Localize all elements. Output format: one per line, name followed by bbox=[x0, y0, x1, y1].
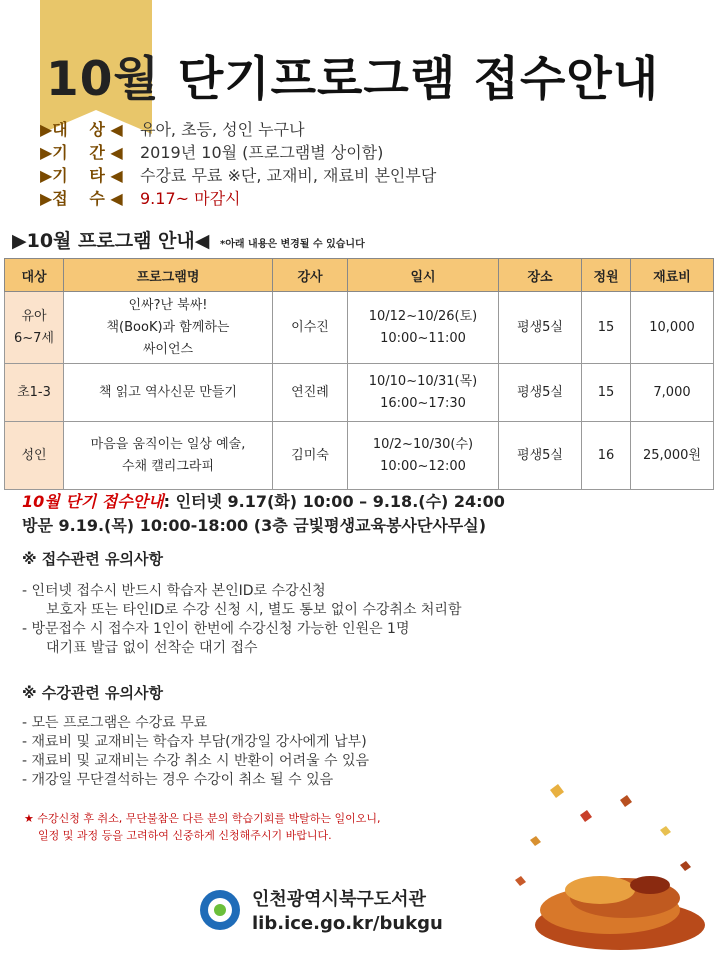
warning-note bbox=[24, 810, 380, 844]
table-row bbox=[5, 422, 714, 490]
info-row bbox=[40, 164, 436, 187]
capacity-cell: 16 bbox=[582, 422, 631, 490]
info-value: 9.17~ 마감시 bbox=[140, 189, 241, 208]
warning-line: 일정 및 과정 등을 고려하여 신중하게 신청해주시기 바랍니다. bbox=[38, 829, 332, 842]
section-heading bbox=[12, 226, 365, 253]
registration-line-online bbox=[22, 490, 505, 514]
date-cell: 10/2~10/30(수) 10:00~12:00 bbox=[348, 422, 499, 490]
header-cell: 프로그램명 bbox=[64, 259, 273, 292]
info-row bbox=[40, 118, 436, 141]
registration-online: : 인터넷 9.17(화) 10:00 – 9.18.(수) 24:00 bbox=[163, 492, 505, 511]
info-value: 유아, 초등, 성인 누구나 bbox=[140, 120, 305, 139]
fee-cell: 10,000 bbox=[631, 292, 714, 364]
info-value: 수강료 무료 ※단, 교재비, 재료비 본인부담 bbox=[140, 166, 437, 185]
target-cell: 유아 6~7세 bbox=[5, 292, 64, 364]
page-title bbox=[46, 42, 659, 109]
info-label: ▶기 간 ◀ bbox=[40, 143, 123, 162]
section-note: *아래 내용은 변경될 수 있습니다 bbox=[220, 239, 365, 250]
date-cell: 10/10~10/31(목) 16:00~17:30 bbox=[348, 364, 499, 422]
place-cell: 평생5실 bbox=[499, 422, 582, 490]
table-row bbox=[5, 364, 714, 422]
header-cell: 대상 bbox=[5, 259, 64, 292]
date-cell: 10/12~10/26(토) 10:00~11:00 bbox=[348, 292, 499, 364]
fee-cell: 7,000 bbox=[631, 364, 714, 422]
note-item: - 방문접수 시 접수자 1인이 한번에 수강신청 가능한 인원은 1명 bbox=[22, 621, 410, 637]
table-row bbox=[5, 292, 714, 364]
info-label: ▶기 타 ◀ bbox=[40, 166, 123, 185]
note-item: - 재료비 및 교재비는 학습자 부담(개강일 강사에게 납부) bbox=[22, 734, 367, 750]
title-month: 10월 bbox=[46, 52, 160, 107]
library-info bbox=[252, 888, 443, 936]
reg-notes-list bbox=[22, 582, 461, 658]
fee-cell: 25,000원 bbox=[631, 422, 714, 490]
capacity-cell: 15 bbox=[582, 292, 631, 364]
header-cell: 강사 bbox=[273, 259, 348, 292]
info-row bbox=[40, 141, 436, 164]
library-url[interactable]: lib.ice.go.kr/bukgu bbox=[252, 913, 443, 934]
program-table bbox=[4, 258, 714, 490]
section-title: ▶10월 프로그램 안내◀ bbox=[12, 230, 210, 252]
capacity-cell: 15 bbox=[582, 364, 631, 422]
place-cell: 평생5실 bbox=[499, 292, 582, 364]
registration-visit: 방문 9.19.(목) 10:00-18:00 (3층 금빛평생교육봉사단사무실) bbox=[22, 516, 487, 535]
course-notes-list bbox=[22, 714, 369, 790]
library-logo bbox=[200, 890, 240, 930]
program-cell: 인싸?난 북싸! 책(BooK)과 함께하는 싸이언스 bbox=[64, 292, 273, 364]
reg-notes-title: ※ 접수관련 유의사항 bbox=[22, 550, 163, 568]
note-item: 대기표 발급 없이 선착순 대기 접수 bbox=[46, 640, 258, 656]
note-item: - 재료비 및 교재비는 수강 취소 시 반환이 어려울 수 있음 bbox=[22, 753, 370, 769]
program-cell: 마음을 움직이는 일상 예술, 수채 캘리그라피 bbox=[64, 422, 273, 490]
teacher-cell: 이수진 bbox=[273, 292, 348, 364]
header-cell: 장소 bbox=[499, 259, 582, 292]
info-label: ▶대 상 ◀ bbox=[40, 120, 123, 139]
warning-line: ★ 수강신청 후 취소, 무단불참은 다른 분의 학습기회를 박탈하는 일이오니, bbox=[24, 812, 381, 825]
course-notes-title: ※ 수강관련 유의사항 bbox=[22, 684, 163, 702]
note-item: - 인터넷 접수시 반드시 학습자 본인ID로 수강신청 bbox=[22, 583, 326, 599]
teacher-cell: 연진례 bbox=[273, 364, 348, 422]
note-item: - 개강일 무단결석하는 경우 수강이 취소 될 수 있음 bbox=[22, 772, 334, 788]
info-block bbox=[40, 118, 436, 210]
note-item: - 모든 프로그램은 수강료 무료 bbox=[22, 715, 208, 731]
target-cell: 초1-3 bbox=[5, 364, 64, 422]
header-cell: 일시 bbox=[348, 259, 499, 292]
table-header-row bbox=[5, 259, 714, 292]
registration-info bbox=[22, 490, 505, 538]
info-label: ▶접 수 ◀ bbox=[40, 189, 123, 208]
note-item: 보호자 또는 타인ID로 수강 신청 시, 별도 통보 없이 수강취소 처리함 bbox=[46, 602, 462, 618]
target-cell: 성인 bbox=[5, 422, 64, 490]
header-cell: 재료비 bbox=[631, 259, 714, 292]
library-name: 인천광역시북구도서관 bbox=[252, 889, 426, 910]
header-cell: 정원 bbox=[582, 259, 631, 292]
title-rest: 단기프로그램 접수안내 bbox=[177, 52, 660, 107]
registration-label: 10월 단기 접수안내 bbox=[22, 492, 164, 511]
info-value: 2019년 10월 (프로그램별 상이함) bbox=[140, 143, 384, 162]
place-cell: 평생5실 bbox=[499, 364, 582, 422]
autumn-leaves-illustration bbox=[500, 770, 710, 955]
program-cell: 책 읽고 역사신문 만들기 bbox=[64, 364, 273, 422]
teacher-cell: 김미숙 bbox=[273, 422, 348, 490]
info-row bbox=[40, 187, 436, 210]
